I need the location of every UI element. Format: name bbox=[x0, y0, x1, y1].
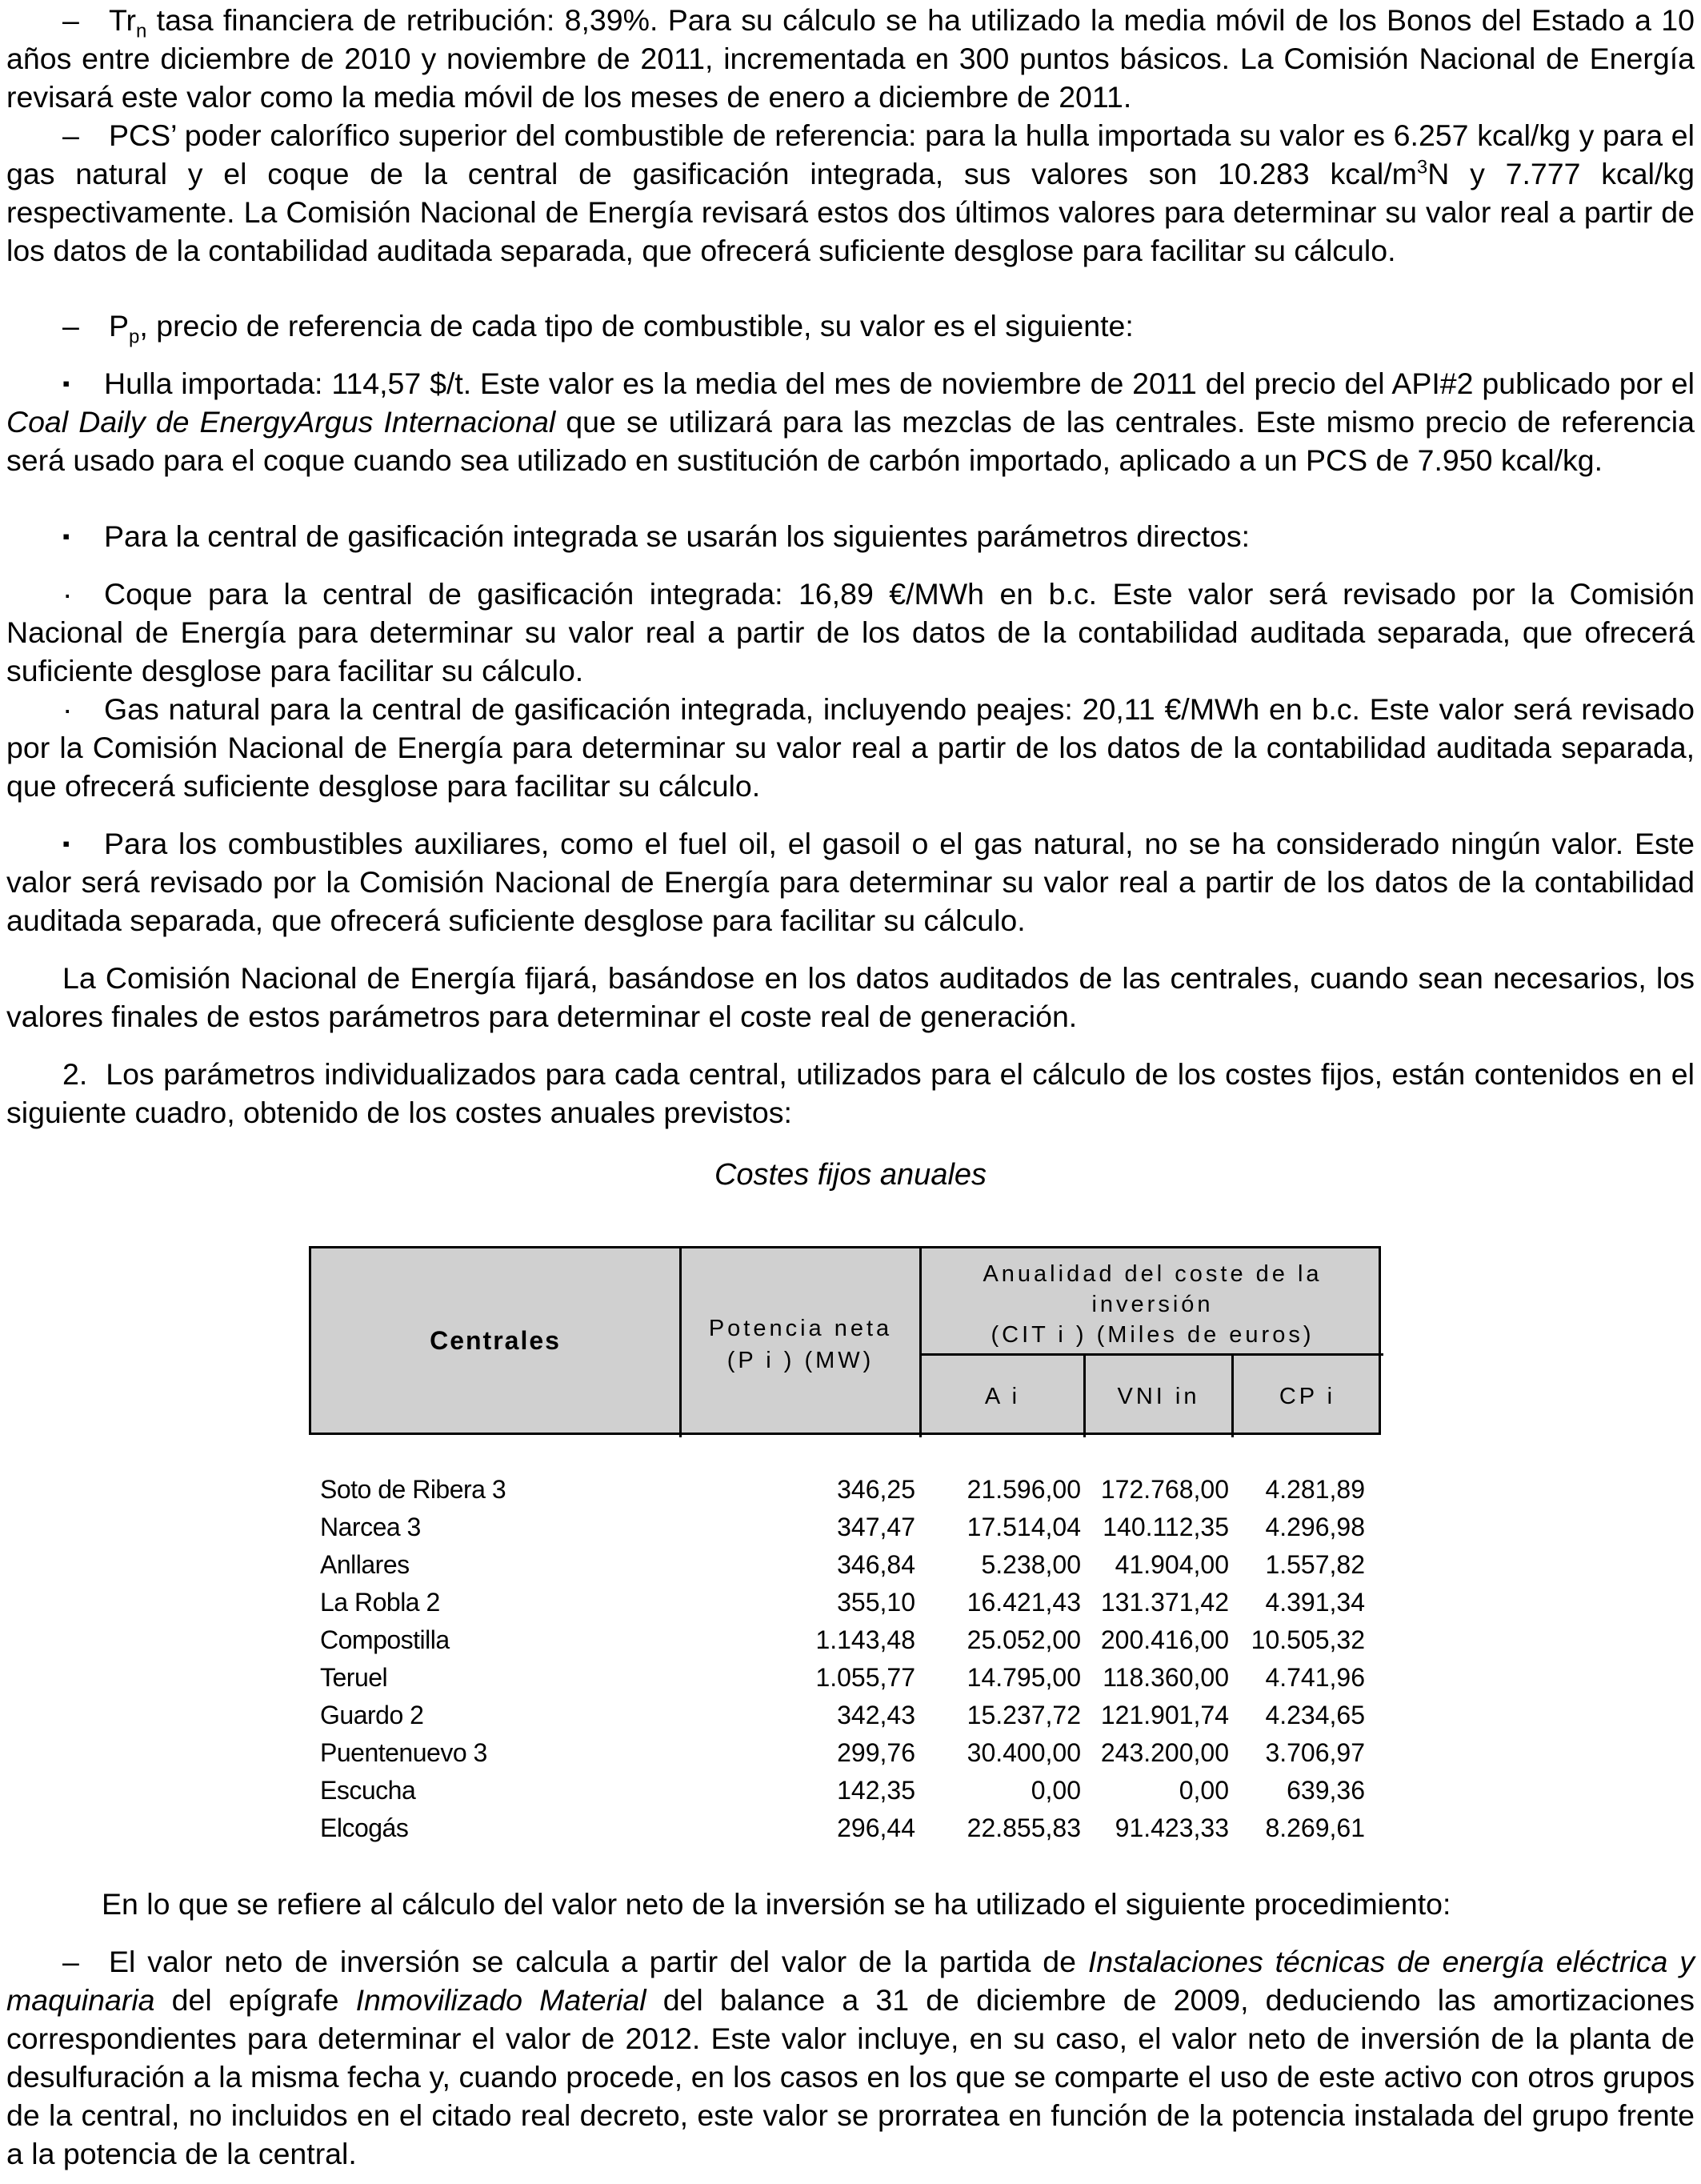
header-a: A i bbox=[984, 1383, 1021, 1409]
cell-vni: 41.904,00 bbox=[1115, 1550, 1229, 1579]
cell-central: Elcogás bbox=[320, 1813, 409, 1842]
header-vni: VNI in bbox=[1117, 1383, 1200, 1409]
square-bullet: ▪ bbox=[62, 524, 70, 548]
cell-a: 0,00 bbox=[1031, 1776, 1081, 1805]
paragraph-combustibles-auxiliares: ▪ Para los combustibles auxiliares, como el fuel oil, el gasoil o el gas natural, no se ha considerado ningún valor. Este valor será revisado por la Comisión Nacional de Energía para determinar su valor real a partir de los datos de la contabilidad auditada separada, que ofrecerá suficiente desglose para facilitar su cálculo. bbox=[6, 824, 1695, 940]
cell-p: 346,25 bbox=[837, 1475, 915, 1504]
table-header bbox=[309, 1246, 1381, 1435]
cell-central: Narcea 3 bbox=[320, 1513, 421, 1541]
cell-p: 1.055,77 bbox=[815, 1663, 915, 1692]
cell-central: Compostilla bbox=[320, 1625, 450, 1654]
cell-a: 21.596,00 bbox=[967, 1475, 1081, 1504]
cell-p: 347,47 bbox=[837, 1513, 915, 1541]
cell-central: Teruel bbox=[320, 1663, 388, 1692]
paragraph-coque: · Coque para la central de gasificación integrada: 16,89 €/MWh en b.c. Este valor será revisado por la Comisión Nacional de Energía para determinar su valor real a partir de los datos de la contabilidad auditada separada, que ofrecerá suficiente desglose para facilitar su cálculo. bbox=[6, 575, 1695, 690]
cell-p: 346,84 bbox=[837, 1550, 915, 1579]
cell-cp: 8.269,61 bbox=[1265, 1813, 1365, 1842]
cell-cp: 1.557,82 bbox=[1265, 1550, 1365, 1579]
paragraph-pcs: – PCS’ poder calorífico superior del combustible de referencia: para la hulla importada su valor es 6.257 kcal/kg y para el gas natural y el coque de la central de gasificación integrada, sus valores son 10.283 kcal/$m^3N$ y 7.777 kcal/kg respectivamente. La Comisión Nacional de Energía revisará estos dos últimos valores para determinar su valor real a partir de los datos de la contabilidad auditada separada, que ofrecerá suficiente desglose para facilitar su cálculo. bbox=[6, 116, 1695, 270]
cell-a: 14.795,00 bbox=[967, 1663, 1081, 1692]
cell-vni: 140.112,35 bbox=[1103, 1513, 1229, 1541]
paragraph-hulla-importada: ▪ Hulla importada: 114,57 $/t. Este valor es la media del mes de noviembre de 2011 del precio del API#2 publicado por el Coal Daily de EnergyArgus Internacional que se utilizará para las mezclas de las centrales. Este mismo precio de referencia será usado para el coque cuando sea utilizado en sustitución de carbón importado, aplicado a un PCS de 7.950 kcal/kg. bbox=[6, 364, 1695, 479]
cell-cp: 639,36 bbox=[1287, 1776, 1365, 1805]
dash-bullet: – bbox=[62, 118, 79, 152]
cell-vni: 118.360,00 bbox=[1103, 1663, 1229, 1692]
paragraph-tasa-financiera: – $Tr_n$ tasa financiera de retribución: 8,39%. Para su cálculo se ha utilizado la media móvil de los Bonos del Estado a 10 años entre diciembre de 2010 y noviembre de 2011, incrementada en 300 puntos básicos. La Comisión Nacional de Energía revisará este valor como la media móvil de los meses de enero a diciembre de 2011. bbox=[6, 1, 1695, 116]
cell-p: 296,44 bbox=[837, 1813, 915, 1842]
paragraph-gasificacion-parametros: ▪ Para la central de gasificación integrada se usarán los siguientes parámetros directos: bbox=[6, 517, 1695, 555]
cell-p: 342,43 bbox=[837, 1701, 915, 1729]
table-row bbox=[314, 1659, 1378, 1697]
table-row bbox=[314, 1509, 1378, 1546]
square-bullet: ▪ bbox=[62, 371, 70, 395]
paragraph-parametros-individualizados: 2. Los parámetros individualizados para cada central, utilizados para el cálculo de los costes fijos, están contenidos en el siguiente cuadro, obtenido de los costes anuales previstos: bbox=[6, 1057, 1695, 1129]
table-row bbox=[314, 1621, 1378, 1659]
cell-cp: 4.234,65 bbox=[1265, 1701, 1365, 1729]
cell-a: 22.855,83 bbox=[967, 1813, 1081, 1842]
cell-cp: 4.391,34 bbox=[1265, 1588, 1365, 1617]
cell-central: Guardo 2 bbox=[320, 1701, 424, 1729]
table-row bbox=[314, 1772, 1378, 1809]
cell-central: Anllares bbox=[320, 1550, 410, 1579]
cell-a: 25.052,00 bbox=[967, 1625, 1081, 1654]
paragraph-gas-natural: · Gas natural para la central de gasificación integrada, incluyendo peajes: 20,11 €/MWh en b.c. Este valor será revisado por la Comisión Nacional de Energía para determinar su valor real a partir de los datos de la contabilidad auditada separada, que ofrecerá suficiente desglose para facilitar su cálculo. bbox=[6, 690, 1695, 805]
cell-cp: 4.741,96 bbox=[1265, 1663, 1365, 1692]
table-row bbox=[314, 1697, 1378, 1734]
paragraph-comision-fijara: La Comisión Nacional de Energía fijará, basándose en los datos auditados de las centrales, cuando sean necesarios, los valores finales de estos parámetros para determinar el coste real de generación. bbox=[6, 961, 1695, 1033]
header-anualidad: Anualidad del coste de la inversión (CIT i ) (Miles de euros) bbox=[983, 1261, 1323, 1348]
cell-vni: 243.200,00 bbox=[1100, 1738, 1229, 1767]
header-cp: CP i bbox=[1279, 1383, 1336, 1409]
cell-central: Escucha bbox=[320, 1776, 416, 1805]
cell-cp: 4.296,98 bbox=[1265, 1513, 1365, 1541]
cell-p: 1.143,48 bbox=[815, 1625, 915, 1654]
table-body bbox=[314, 1471, 1378, 1847]
cell-cp: 4.281,89 bbox=[1265, 1475, 1365, 1504]
cell-a: 17.514,04 bbox=[967, 1513, 1081, 1541]
cell-a: 5.238,00 bbox=[981, 1550, 1081, 1579]
cell-vni: 172.768,00 bbox=[1100, 1475, 1229, 1504]
dot-bullet: · bbox=[62, 577, 73, 611]
cell-p: 299,76 bbox=[837, 1738, 915, 1767]
paragraph-precio-referencia: – $P_p$, precio de referencia de cada tipo de combustible, su valor es el siguiente: bbox=[6, 307, 1695, 345]
dash-bullet: – bbox=[62, 309, 79, 343]
table-row bbox=[314, 1584, 1378, 1621]
cell-p: 142,35 bbox=[837, 1776, 915, 1805]
table-caption: Costes fijos anuales bbox=[714, 1158, 987, 1192]
paragraph-valor-neto-inversion: – El valor neto de inversión se calcula a partir del valor de la partida de Instalaciones técnicas de energía eléctrica y maquinaria del epígrafe Inmovilizado Material del balance a 31 de diciembre de 2009, deduciendo las amortizaciones correspondientes para determinar el valor de 2012. Este valor incluye, en su caso, el valor neto de inversión de la planta de desulfuración a la misma fecha y, cuando procede, en los casos en los que se comparte el uso de este activo con otros grupos de la central, no incluidos en el citado real decreto, este valor se prorratea en función de la potencia instalada del grupo frente a la potencia de la central. bbox=[6, 1942, 1695, 2173]
cell-central: La Robla 2 bbox=[320, 1588, 440, 1617]
dot-bullet: · bbox=[62, 692, 73, 726]
cell-vni: 0,00 bbox=[1179, 1776, 1229, 1805]
cell-central: Puentenuevo 3 bbox=[320, 1738, 487, 1767]
dash-bullet: – bbox=[62, 1945, 79, 1978]
cell-vni: 121.901,74 bbox=[1100, 1701, 1229, 1729]
cell-cp: 10.505,32 bbox=[1251, 1625, 1365, 1654]
cell-cp: 3.706,97 bbox=[1265, 1738, 1365, 1767]
cell-vni: 131.371,42 bbox=[1100, 1588, 1229, 1617]
cell-central: Soto de Ribera 3 bbox=[320, 1475, 506, 1504]
table-row bbox=[314, 1471, 1378, 1509]
table-row bbox=[314, 1809, 1378, 1847]
paragraph-calculo-valor-neto: En lo que se refiere al cálculo del valor neto de la inversión se ha utilizado el siguiente procedimiento: bbox=[102, 1887, 1451, 1921]
cell-vni: 200.416,00 bbox=[1100, 1625, 1229, 1654]
cell-a: 15.237,72 bbox=[967, 1701, 1081, 1729]
header-centrales: Centrales bbox=[430, 1325, 561, 1355]
square-bullet: ▪ bbox=[62, 832, 70, 856]
cell-vni: 91.423,33 bbox=[1115, 1813, 1229, 1842]
cell-a: 16.421,43 bbox=[967, 1588, 1081, 1617]
header-potencia: Potencia neta (P i ) (MW) bbox=[708, 1316, 893, 1373]
table-row bbox=[314, 1734, 1378, 1772]
table-row bbox=[314, 1546, 1378, 1584]
dash-bullet: – bbox=[62, 3, 79, 37]
cell-p: 355,10 bbox=[837, 1588, 915, 1617]
cell-a: 30.400,00 bbox=[967, 1738, 1081, 1767]
